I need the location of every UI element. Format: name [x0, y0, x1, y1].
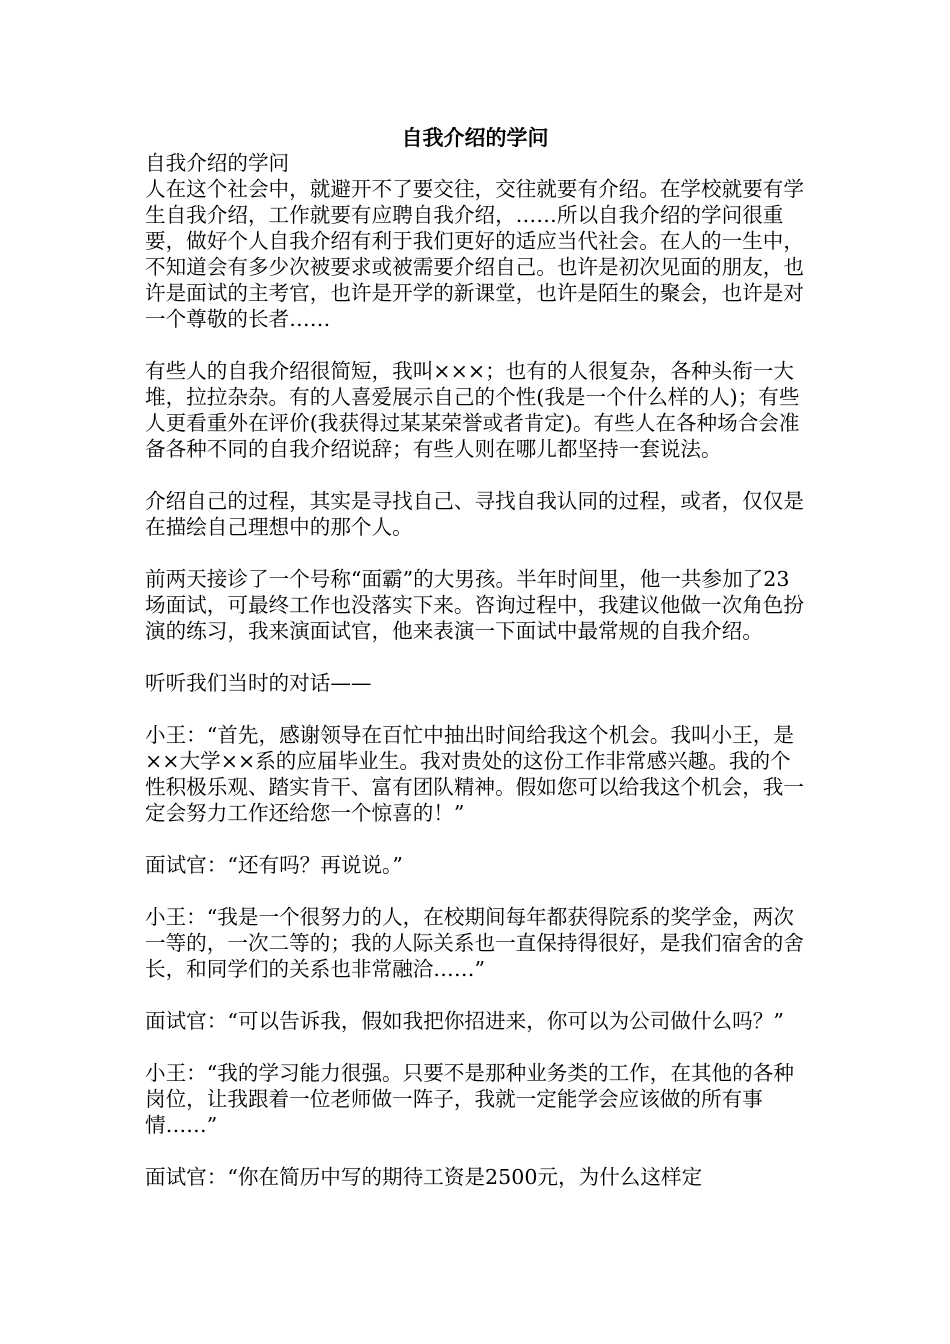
paragraph-process: 介绍自己的过程，其实是寻找自己、寻找自我认同的过程，或者，仅仅是在描绘自己理想中的那个人。: [145, 489, 804, 539]
paragraph-intro: 人在这个社会中，就避开不了要交往，交往就要有介绍。在学校就要有学生自我介绍，工作就要有应聘自我介绍，……所以自我介绍的学问很重要，做好个人自我介绍有利于我们更好的适应当代社会。在人的一生中，不知道会有多少次被要求或被需要介绍自己。也许是初次见面的朋友，也许是面试的主考官，也许是开学的新课堂，也许是陌生的聚会，也许是对一个尊敬的长者……: [145, 177, 804, 331]
document-body: [145, 150, 810, 1190]
dialogue-line: 面试官：“可以告诉我，假如我把你招进来，你可以为公司做什么吗？”: [145, 1009, 784, 1033]
subtitle-line: 自我介绍的学问: [145, 151, 290, 175]
dialogue-line: 面试官：“还有吗？再说说。”: [145, 853, 403, 877]
dialogue-line: 小王：“我是一个很努力的人，在校期间每年都获得院系的奖学金，两次一等的，一次二等的；我的人际关系也一直保持得很好，是我们宿舍的舍长，和同学们的关系也非常融洽……”: [145, 905, 804, 981]
dialogue-line: 小王：“我的学习能力很强。只要不是那种业务类的工作，在其他的各种岗位，让我跟着一位老师做一阵子，我就一定能学会应该做的所有事情……”: [145, 1061, 794, 1137]
paragraph-types: 有些人的自我介绍很简短，我叫×××；也有的人很复杂，各种头衔一大堆，拉拉杂杂。有的人喜爱展示自己的个性(我是一个什么样的人)；有些人更看重外在评价(我获得过某某荣誉或者肯定)。有些人在各种场合会准备各种不同的自我介绍说辞；有些人则在哪儿都坚持一套说法。: [145, 359, 800, 461]
dialogue-line: 小王：“首先，感谢领导在百忙中抽出时间给我这个机会。我叫小王，是××大学××系的应届毕业生。我对贵处的这份工作非常感兴趣。我的个性积极乐观、踏实肯干、富有团队精神。假如您可以给我这个机会，我一定会努力工作还给您一个惊喜的！”: [145, 723, 804, 825]
document-title: 自我介绍的学问: [401, 125, 549, 150]
paragraph-case: 前两天接诊了一个号称“面霸”的大男孩。半年时间里，他一共参加了23场面试，可最终工作也没落实下来。咨询过程中，我建议他做一次角色扮演的练习，我来演面试官，他来表演一下面试中最常规的自我介绍。: [145, 567, 804, 643]
paragraph-dialogue-lead: 听听我们当时的对话——: [145, 671, 372, 695]
dialogue-line: 面试官：“你在简历中写的期待工资是2500元，为什么这样定: [145, 1165, 703, 1189]
